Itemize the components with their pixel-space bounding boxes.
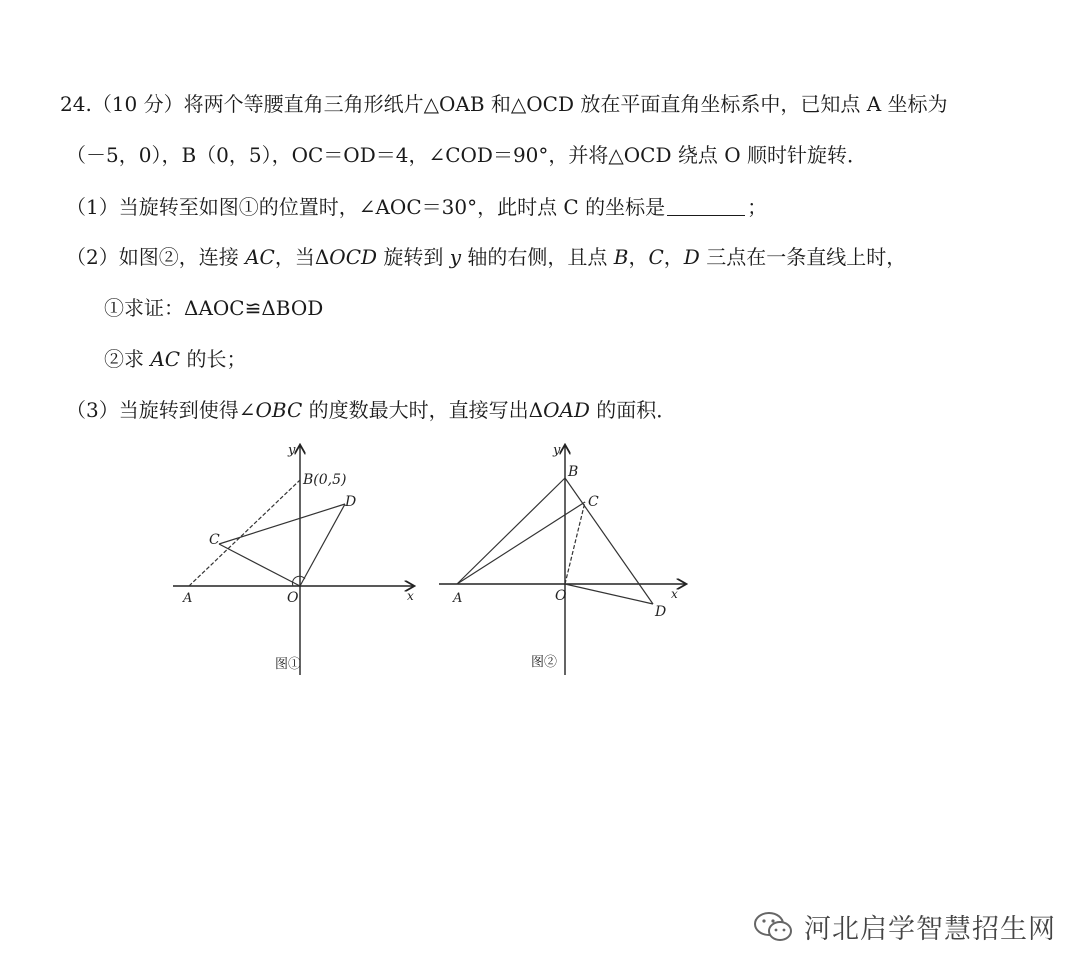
figure-2-caption: 图② <box>531 655 558 670</box>
part-2-text-a: （2）如图②，连接 <box>66 245 246 269</box>
segment-oc <box>565 502 585 584</box>
label-a: A <box>183 591 193 606</box>
part-2 <box>66 243 906 271</box>
sub-2-text-a: ②求 <box>104 347 151 371</box>
question-score: （10 分） <box>91 92 184 116</box>
question-number: 24. <box>60 92 92 116</box>
figure-2-diagram <box>435 440 700 680</box>
label-b: B(0,5) <box>303 472 347 488</box>
label-a: A <box>453 591 463 606</box>
part-2-b: B <box>613 245 629 269</box>
part-1 <box>66 193 767 221</box>
part-3-text-e: 的面积． <box>589 398 677 422</box>
segment-bd <box>565 478 653 604</box>
question-intro: 将两个等腰直角三角形纸片△OAB 和△OCD 放在平面直角坐标系中，已知点 A 坐标为 <box>183 92 948 116</box>
segment-ac <box>457 502 585 584</box>
label-d: D <box>345 494 357 510</box>
part-2-d: D <box>683 245 700 269</box>
part-2-comma-2: ， <box>663 245 684 269</box>
label-o: O <box>555 588 567 604</box>
question-conditions: （－5，0），B（0，5），OC＝OD＝4，∠COD＝90°，并将△OCD 绕点 O 顺时针旋转． <box>66 143 867 167</box>
label-c: C <box>209 532 220 548</box>
part-2-text-c: ，当Δ <box>274 245 330 269</box>
part-3-text-c: 的度数最大时，直接写出Δ <box>302 398 544 422</box>
part-3-oad: OAD <box>543 398 590 422</box>
part-1-end: ； <box>747 195 768 219</box>
label-d: D <box>655 604 667 620</box>
answer-blank <box>667 197 745 216</box>
figure-1-diagram <box>165 440 425 680</box>
label-o: O <box>287 590 299 606</box>
wechat-icon <box>752 910 796 944</box>
part-1-text: （1）当旋转至如图①的位置时，∠AOC＝30°，此时点 C 的坐标是 <box>66 195 666 219</box>
part-2-ocd: OCD <box>329 245 378 269</box>
segment-ab <box>457 478 565 584</box>
label-c: C <box>588 494 599 510</box>
sub-question-2 <box>104 345 246 373</box>
part-2-y: y <box>449 245 462 269</box>
part-3-text-a: （3）当旋转到使得∠ <box>66 398 256 422</box>
label-y: y <box>553 443 561 458</box>
sub-question-1: ①求证：ΔAOC≌ΔBOD <box>104 296 324 320</box>
figure-1-caption: 图① <box>275 657 302 672</box>
label-y: y <box>288 443 296 458</box>
part-2-c: C <box>648 245 664 269</box>
segment-ab <box>189 480 300 586</box>
sub-2-ac: AC <box>150 347 181 371</box>
part-2-text-e: 旋转到 <box>377 245 450 269</box>
part-3 <box>66 396 676 424</box>
sub-2-text-c: 的长； <box>180 347 247 371</box>
figure-1 <box>165 440 425 684</box>
part-2-ac: AC <box>245 245 275 269</box>
segment-oc <box>219 544 300 586</box>
question-header <box>60 90 948 118</box>
watermark <box>752 907 1056 946</box>
part-2-comma-1: ， <box>628 245 649 269</box>
part-2-text-g: 轴的右侧，且点 <box>461 245 614 269</box>
part-3-obc: OBC <box>255 398 303 422</box>
label-x: x <box>407 589 414 603</box>
part-2-text-m: 三点在一条直线上时， <box>699 245 907 269</box>
figure-2 <box>435 440 700 684</box>
label-b: B <box>568 464 579 480</box>
label-x: x <box>671 587 678 601</box>
segment-od <box>565 584 653 604</box>
watermark-text: 河北启学智慧招生网 <box>804 914 1056 945</box>
